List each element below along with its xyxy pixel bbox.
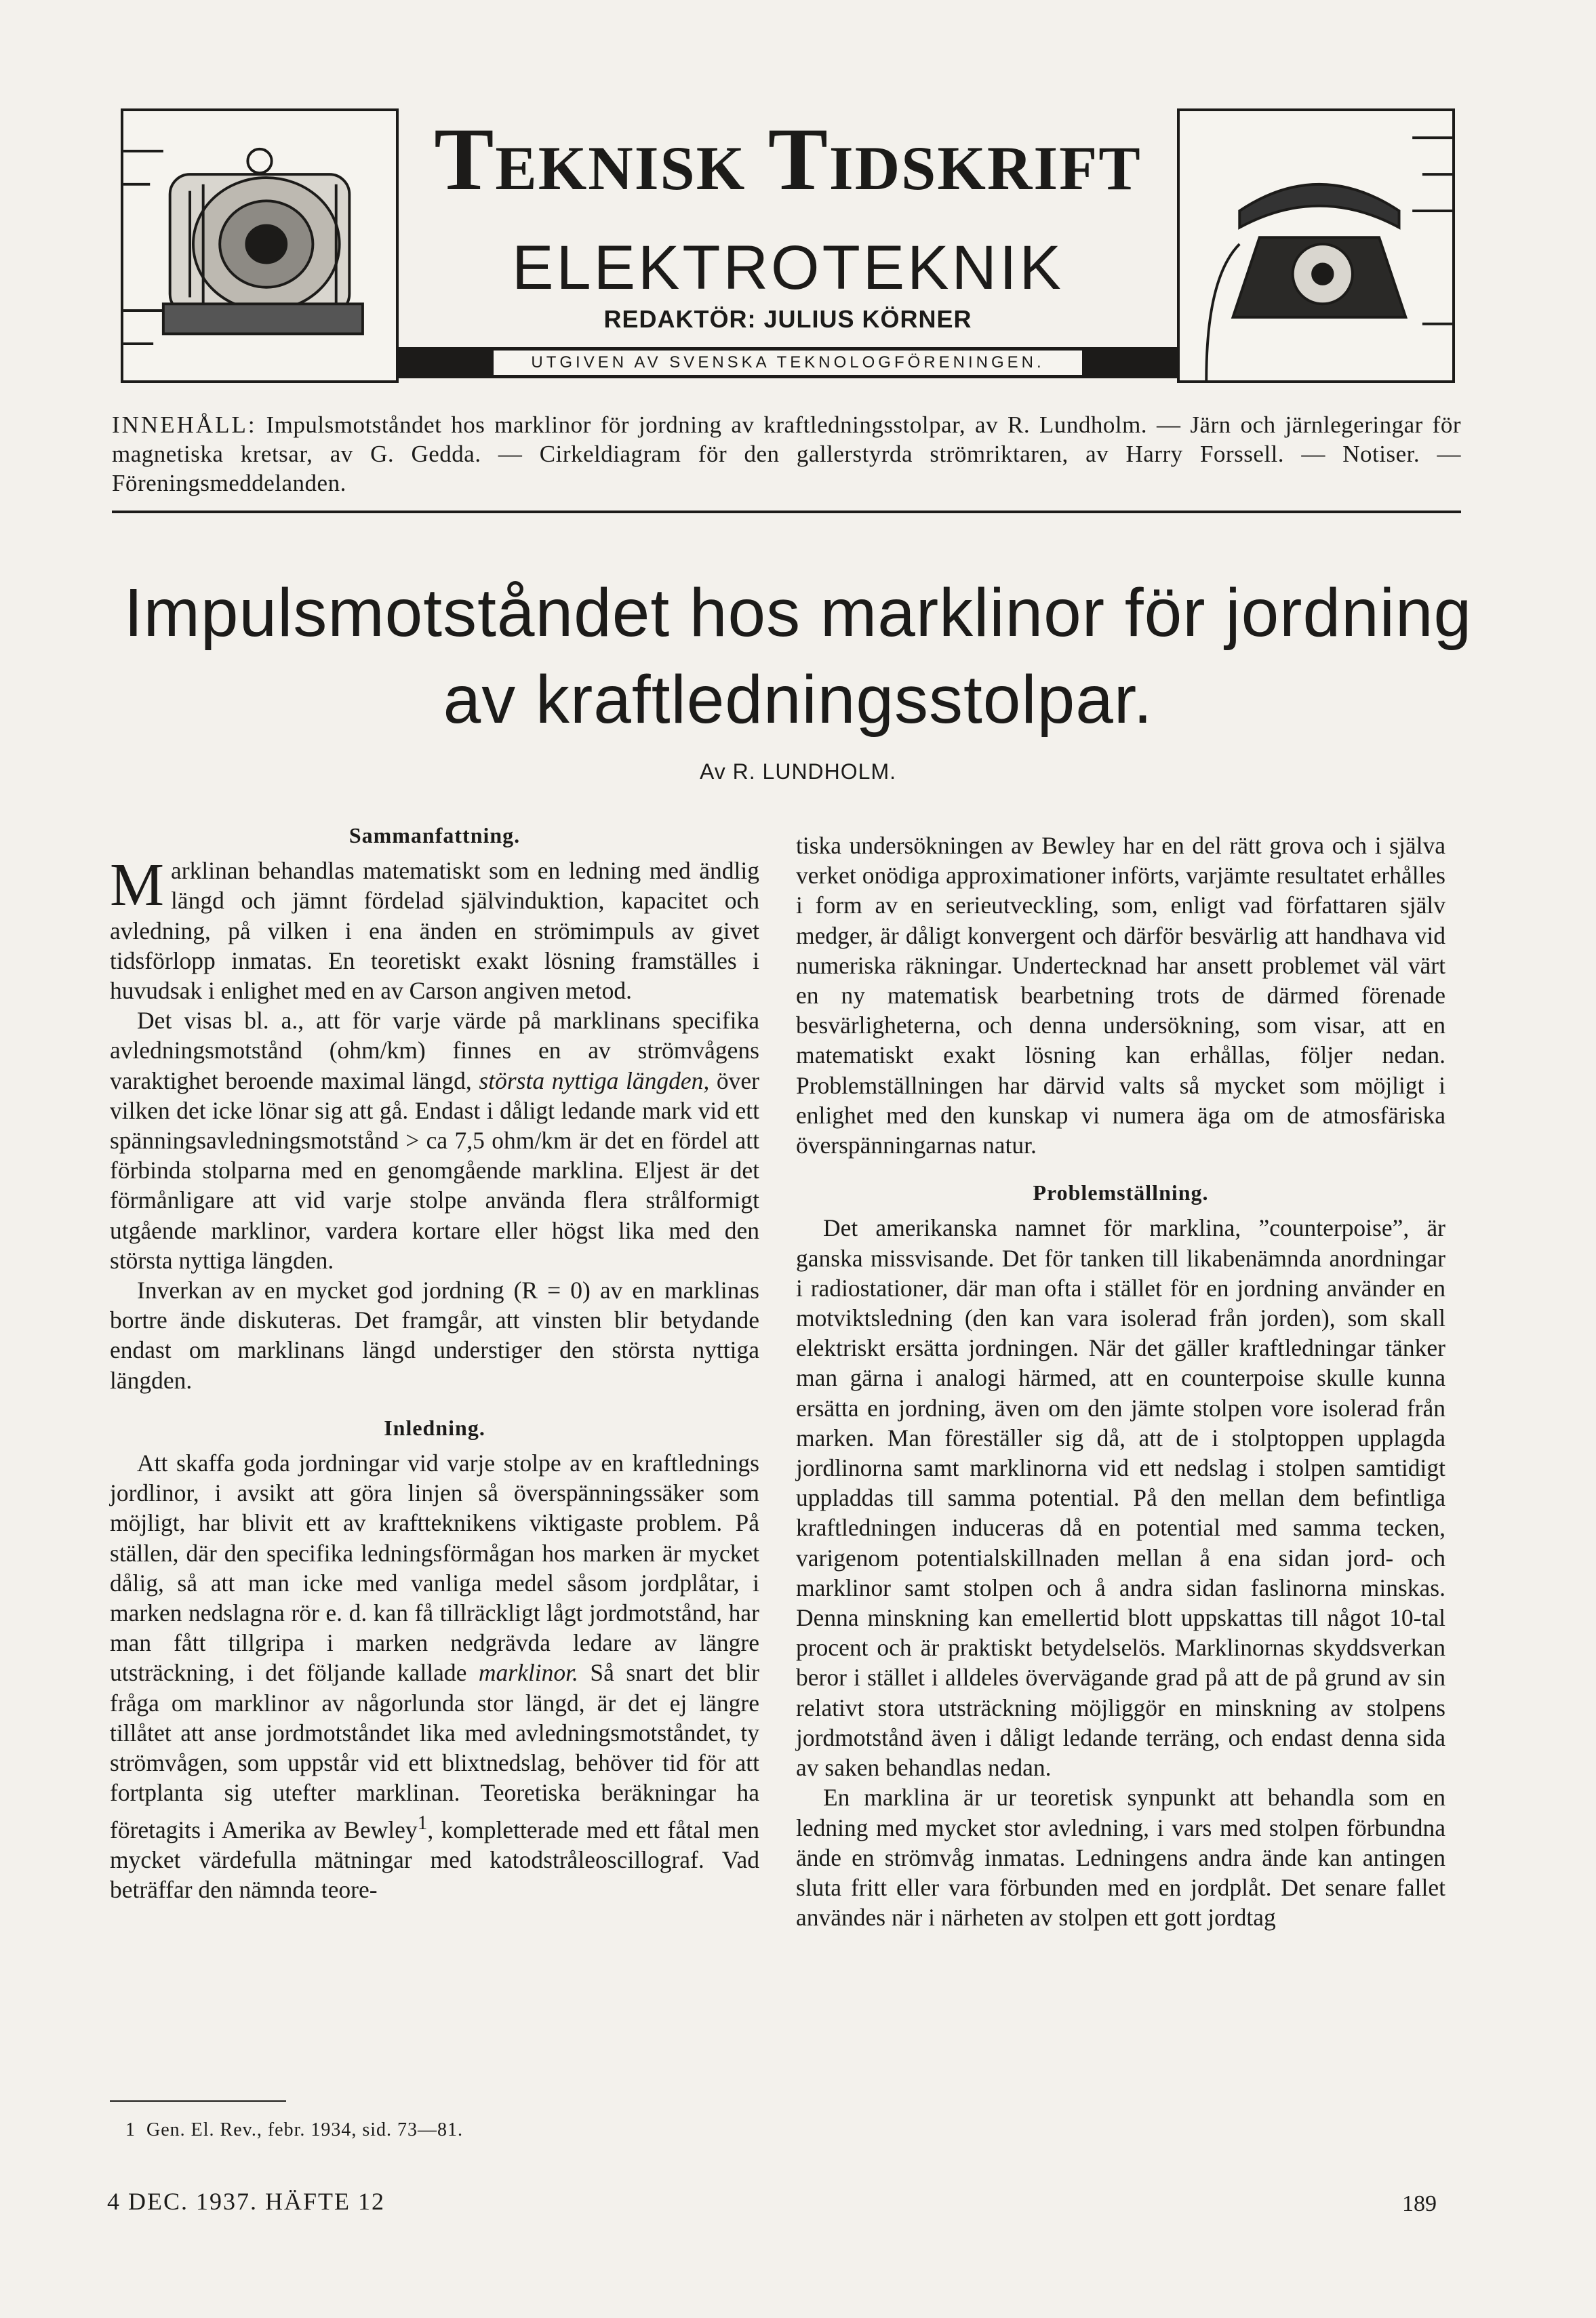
journal-title: Teknisk Tidskrift	[434, 109, 1142, 209]
contents-divider	[112, 511, 1461, 513]
publisher-line: UTGIVEN AV SVENSKA TEKNOLOGFÖRENINGEN.	[494, 351, 1082, 375]
journal-section: ELEKTROTEKNIK	[512, 233, 1064, 302]
page-number: 189	[1402, 2191, 1437, 2216]
masthead	[121, 108, 1455, 383]
issue-info: 4 DEC. 1937. HÄFTE 12	[107, 2188, 385, 2215]
summary-heading: Sammanfattning.	[348, 823, 521, 847]
introduction-paragraph: Att skaffa goda jordningar vid varje stolpe av en kraftlednings jordlinor, i avsikt att göra linjen så överspänningssäker som möjligt, har blivit ett av kraftteknikens viktigaste problem. På ställen, där den specifika ledningsförmågan hos marken är mycket dålig, så att man icke med vanliga medel såsom jordplåtar, i marken nedslagna rör e. d. kan få tillräckligt lågt jordmotstånd, har man fått tillgripa i marken nedgrävda ledare av längre utsträckning, i det följande kallade marklinor. Så snart det blir fråga om marklinor av någorlunda stor längd, är det ej längre tillåtet att anse jordmotståndet lika med avledningsmotståndet, ty strömvågen, som uppstår vid ett blixtnedslag, behöver tid för att fortplanta sig utefter marklinan. Teoretiska beräkningar ha företagits i Amerika av Bewley$^1$, kompletterade med ett fåtal men mycket värdefulla mätningar med katodstråleoscillograf. Vad beträffar den nämnda teore-	[110, 1450, 760, 1903]
journal-editor: REDAKTÖR: JULIUS KÖRNER	[603, 305, 972, 333]
footnote-text: Gen. El. Rev., febr. 1934, sid. 73—81.	[146, 2119, 464, 2140]
continuation-paragraph: tiska undersökningen av Bewley har en del rätt grova och i själva verket onödiga approximationer införts, varjämte resultatet erhålles i form av en serieutveckling, som, enligt vad författaren själv medger, är dåligt konvergent och därför besvärlig att handhava vid numeriska räkningar. Undertecknad har ansett problemet väl värt en ny matematisk bearbetning trots de därmed förenade besvärligheterna, och denna undersökning, som visar, att en matematiskt exakt lösning kan erhållas, följer nedan. Problemställningen har därvid valts så mycket som möjligt i enlighet med den kunskap vi numera äga om de atmosfäriska överspänningarnas natur.	[796, 832, 1445, 1159]
footnote-reference: 1	[417, 1812, 428, 1834]
table-of-contents	[112, 410, 1461, 498]
problem-paragraph-2: En marklina är ur teoretisk synpunkt att behandla som en ledning med mycket stor avledning, i vars med stolpen förbundna ände en strömvåg inmatas. Ledningens andra ände kan antingen sluta fritt eller vara förbunden med en jordplåt. Det senare fallet användes när i närheten av stolpen ett gott jordtag	[796, 1784, 1445, 1932]
article-title: Impulsmotståndet hos marklinor för jordning av kraftledningsstolpar.	[123, 575, 1473, 738]
footnote-divider	[110, 2100, 286, 2102]
telephone-illustration	[1177, 108, 1455, 383]
left-column	[110, 820, 759, 1904]
problem-paragraph-1: Det amerikanska namnet för marklina, ”counterpoise”, är ganska missvisande. Det för tanken till likabenämnda anordningar i radiostationer, där man ofta i stället för en jordning använder en motviktsledning (den kan vara isolerad från jorden), som skall elektriskt ersätta jordningen. När det gäller kraftledningar tänker man gärna i analogi härmed, att en counterpoise skulle kunna ersätta en jordning, även om den jämte stolpen vore isolerad från marken. Man föreställer sig då, att de i stolptoppen upplagda jordlinorna samt marklinorna vid ett nedslag i stolpen samtidigt uppladdas till samma potential. På den mellan dem befintliga kraftledningen induceras då en potential med samma tecken, varigenom potentialskillnaden mellan å ena sidan jord- och marklinor samt stolpen och å andra sidan faslinorna minskas. Denna minskning kan emellertid blott uppskattas till något 10-tal procent och är praktiskt betydelselös. Marklinornas skyddsverkan beror i stället i alldeles övervägande grad på att de på grund av sin relativt stora utsträckning möjliggör en minskning av stolpens jordmotstånd även i dåligt ledande terräng, och endast denna sida av saken behandlas nedan.	[796, 1214, 1445, 1782]
summary-paragraph-3: Inverkan av en mycket god jordning (R = 0) av en marklinas bortre ände diskuteras. Det framgår, att vinsten blir betydande endast om marklinans längd understiger den största nyttiga längden.	[110, 1277, 759, 1394]
contents-label: INNEHÅLL:	[112, 412, 257, 438]
contents-text: Impulsmotståndet hos marklinor för jordning av kraftledningsstolpar, av R. Lundholm. — Järn och järnlegeringar för magnetiska kretsar, av G. Gedda. — Cirkeldiagram för den gallerstyrda strömriktaren, av Harry Forssell. — Notiser. — Föreningsmeddelanden.	[112, 412, 1461, 496]
article-byline: Av R. LUNDHOLM.	[699, 759, 896, 784]
problem-heading: Problemställning.	[1033, 1180, 1209, 1205]
summary-paragraph-1: Marklinan behandlas matematiskt som en ledning med ändlig längd och jämnt fördelad självinduktion, kapacitet och avledning, på vilken i ena änden en strömimpuls av givet tidsförlopp inmatas. En teoretiskt exakt lösning framställes i huvudsak i enlighet med en av Carson angiven metod.	[110, 852, 759, 1005]
footnote-number: 1	[125, 2119, 136, 2140]
introduction-heading: Inledning.	[384, 1415, 485, 1440]
summary-paragraph-2: Det visas bl. a., att för varje värde på marklinans specifika avledningsmotstånd (ohm/km) finnes en av strömvågens varaktighet beroende maximal längd, största nyttiga längden, över vilken det icke lönar sig att gå. Endast i dåligt ledande mark vid ett spänningsavledningsmotstånd > ca 7,5 ohm/km är det en fördel att förbinda stolparna med en genomgående marklina. Eljest är det förmånligare att vid varje stolpe använda flera strålformigt utgående marklinor, vardera kortare eller högst lika med den största nyttiga längden.	[110, 1007, 760, 1274]
footnote	[125, 2119, 463, 2141]
drop-cap: M	[110, 852, 165, 919]
masthead-title-block	[399, 108, 1177, 383]
right-column	[796, 831, 1445, 1932]
electric-motor-illustration	[121, 108, 399, 383]
